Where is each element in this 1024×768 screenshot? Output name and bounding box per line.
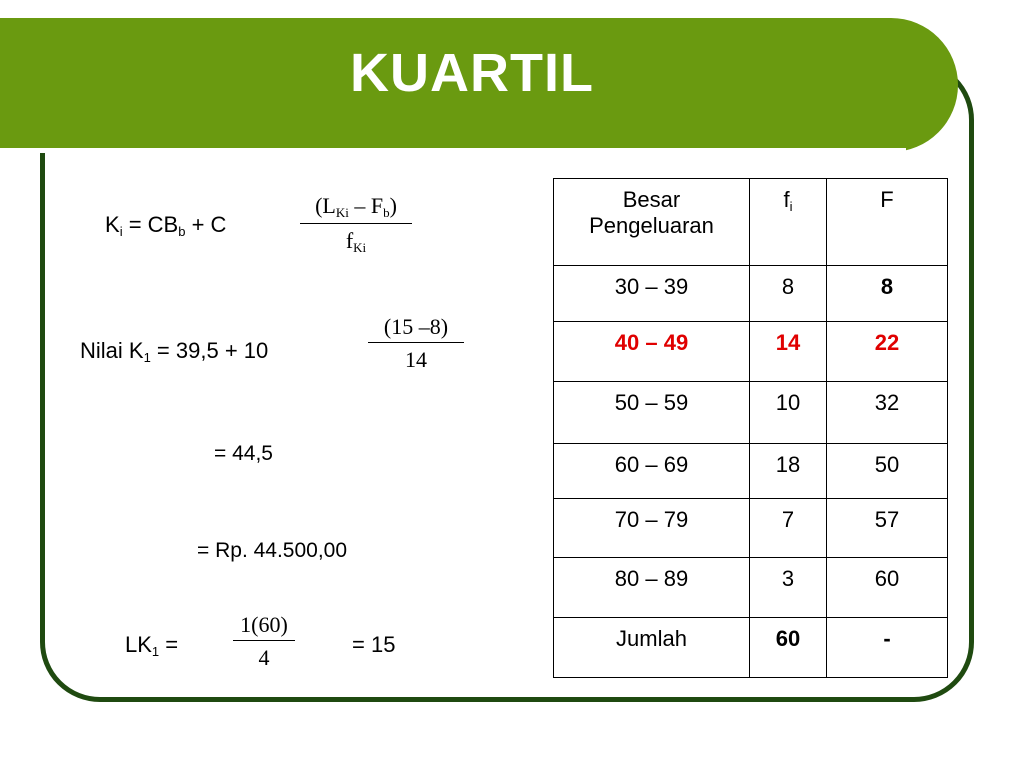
nilai-fraction-denominator: 14 bbox=[368, 342, 464, 373]
header-fi bbox=[750, 179, 827, 266]
nilai-fraction-numerator: (15 –8) bbox=[383, 314, 449, 339]
formula-k: K bbox=[105, 212, 120, 237]
cell-range: 70 – 79 bbox=[554, 499, 750, 558]
nilai-k1-expression bbox=[80, 338, 268, 365]
formula-num-close: ) bbox=[389, 193, 397, 218]
result-line-2: = Rp. 44.500,00 bbox=[197, 539, 348, 562]
formula-num-minus: – F bbox=[348, 193, 384, 218]
table-row bbox=[554, 499, 948, 558]
cell-range: 80 – 89 bbox=[554, 558, 750, 618]
cell-F: 50 bbox=[827, 444, 948, 499]
lk-sub: 1 bbox=[151, 644, 160, 659]
header-F: F bbox=[827, 179, 948, 266]
formula-num-f-sub: b bbox=[383, 205, 390, 220]
cell-f: 14 bbox=[750, 322, 827, 382]
formula-den-sub: Ki bbox=[353, 240, 367, 255]
slide-title: KUARTIL bbox=[350, 43, 594, 103]
formula-k-sub: i bbox=[119, 224, 123, 239]
formula-eq: = CB bbox=[122, 212, 179, 237]
table-header-row bbox=[554, 179, 948, 266]
cell-f: 7 bbox=[750, 499, 827, 558]
lk-result: = 15 bbox=[352, 632, 396, 657]
cell-f: 8 bbox=[750, 266, 827, 322]
banner-divider bbox=[0, 148, 906, 153]
nilai-label: Nilai K bbox=[80, 338, 144, 363]
header-col1-line1: Besar bbox=[622, 187, 681, 212]
cell-F: 8 bbox=[827, 266, 948, 322]
lk-fraction-numerator: 1(60) bbox=[240, 612, 288, 637]
cell-range: 60 – 69 bbox=[554, 444, 750, 499]
formula-num-l-sub: Ki bbox=[335, 205, 349, 220]
quartile-formula bbox=[105, 212, 226, 239]
cell-F: 60 bbox=[827, 558, 948, 618]
lk-eq: = bbox=[159, 632, 179, 657]
formula-cb-sub: b bbox=[178, 224, 186, 239]
table-total-row bbox=[554, 618, 948, 678]
formula-plus-c: + C bbox=[185, 212, 227, 237]
lk-fraction bbox=[233, 612, 295, 671]
nilai-expr: = 39,5 + 10 bbox=[150, 338, 269, 363]
frequency-table bbox=[553, 178, 948, 678]
table-row bbox=[554, 558, 948, 618]
cell-range: 50 – 59 bbox=[554, 382, 750, 444]
nilai-fraction bbox=[368, 314, 464, 373]
lk-fraction-denominator: 4 bbox=[233, 640, 295, 671]
cell-F: 57 bbox=[827, 499, 948, 558]
header-besar-pengeluaran bbox=[554, 179, 750, 266]
header-fi-text: f bbox=[783, 187, 790, 212]
cell-total-f: 60 bbox=[750, 618, 827, 678]
formula-fraction-denominator bbox=[300, 223, 412, 256]
table-row bbox=[554, 382, 948, 444]
table-row bbox=[554, 266, 948, 322]
lk1-expression bbox=[125, 632, 178, 659]
formula-den-f: f bbox=[345, 228, 354, 253]
cell-F: 32 bbox=[827, 382, 948, 444]
nilai-sub: 1 bbox=[143, 350, 151, 365]
cell-F: 22 bbox=[827, 322, 948, 382]
cell-f: 18 bbox=[750, 444, 827, 499]
cell-f: 10 bbox=[750, 382, 827, 444]
formula-num-open: (L bbox=[315, 193, 336, 218]
header-col1-line2: Pengeluaran bbox=[589, 213, 714, 238]
cell-total-F: - bbox=[827, 618, 948, 678]
header-fi-sub: i bbox=[789, 199, 793, 214]
lk-label: LK bbox=[125, 632, 152, 657]
formula-fraction bbox=[300, 193, 412, 256]
table-row bbox=[554, 444, 948, 499]
cell-jumlah: Jumlah bbox=[554, 618, 750, 678]
table-row-highlighted bbox=[554, 322, 948, 382]
cell-range: 40 – 49 bbox=[554, 322, 750, 382]
cell-range: 30 – 39 bbox=[554, 266, 750, 322]
formula-fraction-numerator bbox=[300, 193, 412, 223]
result-line-1: = 44,5 bbox=[214, 442, 273, 465]
cell-f: 3 bbox=[750, 558, 827, 618]
